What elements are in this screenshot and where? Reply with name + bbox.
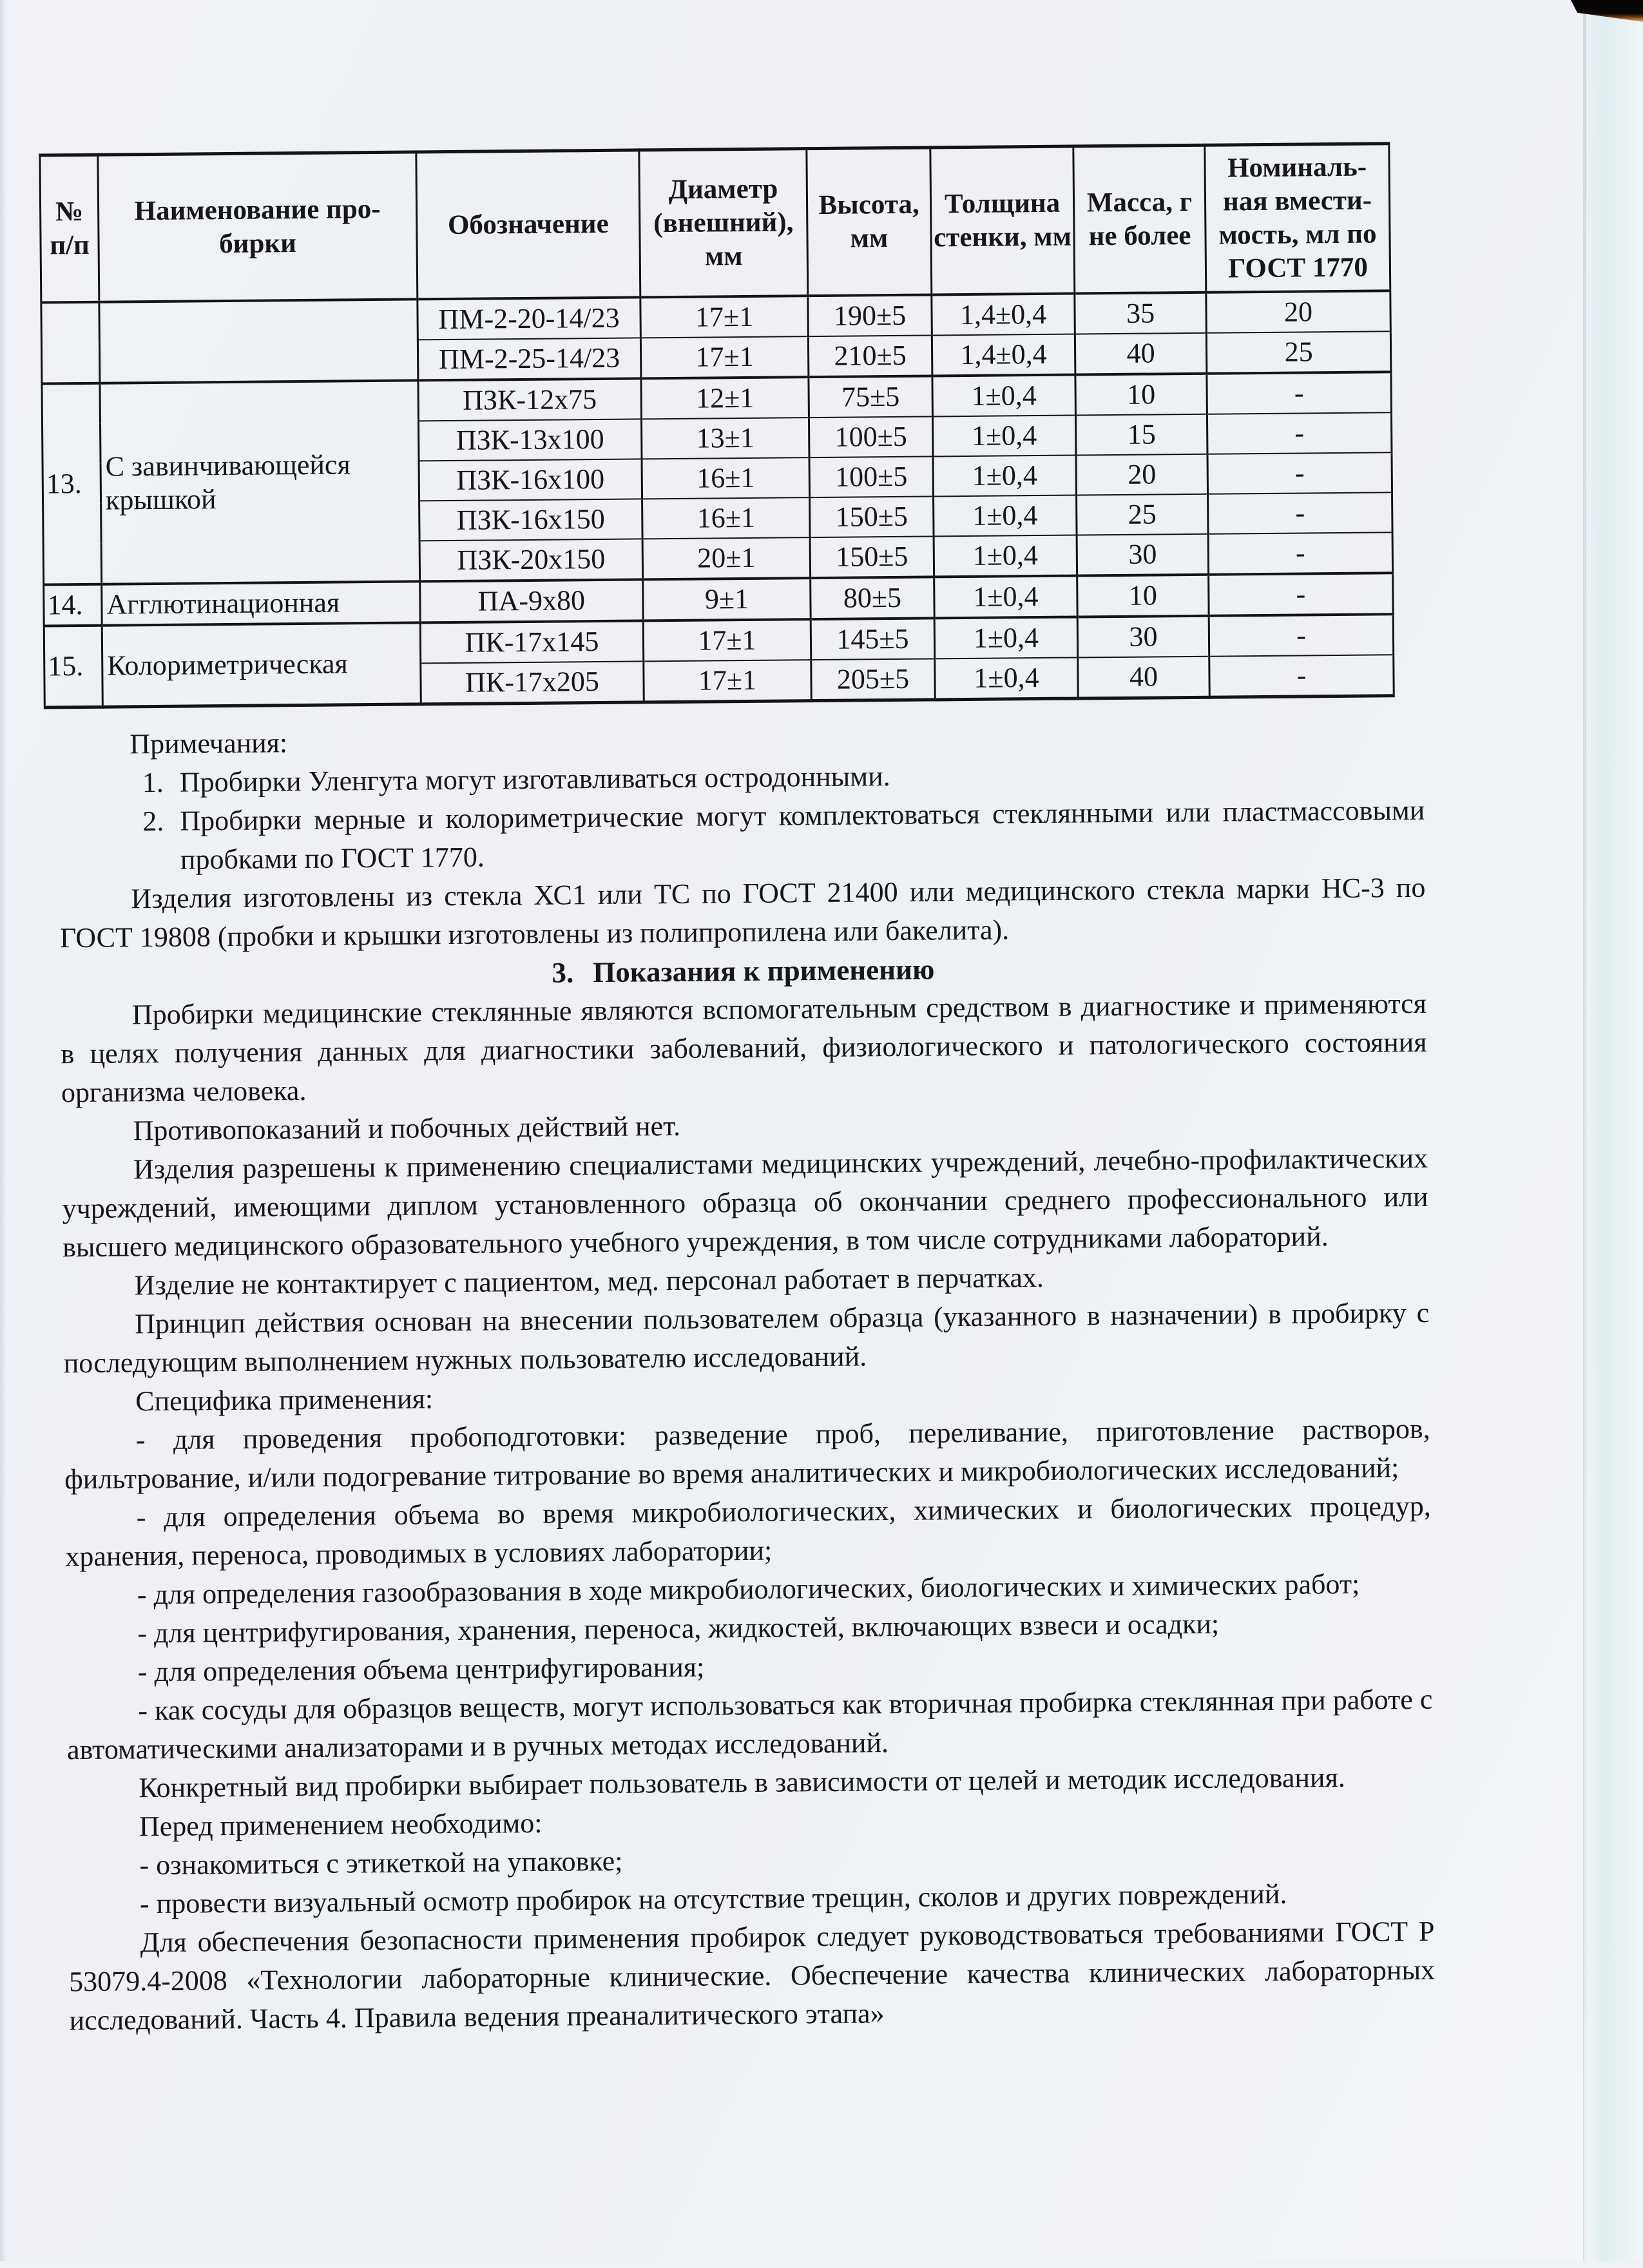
- paragraph: Конкретный вид пробирки выбирает пользователь в зависимости от целей и методик исследования.: [139, 1761, 1345, 1804]
- cell-wall: 1±0,4: [934, 617, 1078, 659]
- header-cell-height: Высота, мм: [807, 148, 932, 296]
- list-paragraph: - ознакомиться с этикеткой на упаковке;: [139, 1845, 623, 1881]
- cell-name: [99, 299, 418, 383]
- cell-designation: ПК-17х145: [420, 620, 644, 663]
- cell-mass: 15: [1075, 414, 1207, 456]
- list-paragraph: - для определения газообразования в ходе микробиологических, биологических и химических работ;: [137, 1568, 1360, 1611]
- cell-wall: 1±0,4: [932, 416, 1076, 457]
- cell-designation: ПК-17х205: [421, 661, 644, 704]
- cell-diameter: 17±1: [644, 660, 812, 702]
- cell-capacity: -: [1208, 532, 1393, 574]
- cell-height: 80±5: [811, 577, 935, 619]
- cell-height: 150±5: [810, 536, 934, 578]
- header-cell-diameter: Диаметр (внешний), мм: [639, 149, 808, 298]
- paragraph: Специфика применения:: [135, 1383, 434, 1418]
- note-text: Пробирки мерные и колориметрические могут комплектоваться стеклянными или пластмассовыми пробками по ГОСТ 1770.: [180, 794, 1425, 876]
- cell-diameter: 13±1: [641, 418, 809, 459]
- cell-designation: ПЗК-16х100: [419, 459, 642, 501]
- cell-designation: ПЗК-16х150: [419, 499, 643, 541]
- header-cell-mass: Масса, г не более: [1073, 145, 1206, 293]
- list-paragraph: - для определения объема во время микробиологических, химических и биологических процедур, хранения, переноса, проводимых в условиях лаборатории;: [65, 1490, 1431, 1573]
- paragraph: Перед применением необходимо:: [139, 1807, 543, 1843]
- cell-height: 190±5: [808, 294, 932, 336]
- cell-name: Колориметрическая: [102, 622, 421, 707]
- cell-capacity: -: [1208, 492, 1393, 533]
- cell-mass: 40: [1078, 657, 1210, 698]
- cell-mass: 10: [1077, 575, 1209, 617]
- paragraph: Пробирки медицинские стеклянные являются вспомогательным средством в диагностике и применяются в целях получения данных для диагностики заболеваний, физиологического и патологического состояния организма человека.: [61, 987, 1427, 1109]
- tube-spec-table: [39, 142, 1394, 709]
- cell-diameter: 16±1: [642, 497, 811, 539]
- cell-designation: ПЗК-12х75: [418, 378, 642, 421]
- cell-designation: ПЗК-13х100: [418, 419, 642, 461]
- paragraph: Принцип действия основан на внесении пользователем образца (указанного в назначении) в пробирку с последующим выполнением нужных пользователю исследований.: [63, 1296, 1430, 1379]
- cell-height: 100±5: [809, 416, 933, 457]
- section-number: 3.: [552, 956, 574, 989]
- cell-height: 100±5: [809, 456, 934, 497]
- cell-mass: 35: [1075, 293, 1207, 334]
- cell-num: 14.: [44, 584, 102, 626]
- document-body: [58, 714, 1436, 2040]
- list-paragraph: - для проведения пробоподготовки: разведение проб, переливание, приготовление растворов, фильтрование, и/или подогревание титрование во время аналитических и микробиологических исследований;: [64, 1412, 1430, 1495]
- cell-wall: 1±0,4: [932, 375, 1076, 417]
- cell-capacity: -: [1207, 452, 1392, 494]
- cell-height: 150±5: [810, 496, 934, 537]
- list-paragraph: - для центрифугирования, хранения, переноса, жидкостей, включающих взвеси и осадки;: [137, 1608, 1220, 1649]
- cell-capacity: -: [1209, 614, 1394, 656]
- cell-capacity: -: [1209, 655, 1394, 697]
- cell-mass: 25: [1077, 494, 1209, 535]
- cell-wall: 1±0,4: [934, 495, 1077, 537]
- cell-name: Агглютинационная: [102, 581, 421, 625]
- notes-title: Примечания:: [130, 727, 288, 760]
- cell-height: 205±5: [811, 658, 936, 700]
- cell-height: 210±5: [808, 335, 932, 377]
- cell-height: 145±5: [811, 618, 935, 660]
- note-item: [59, 791, 1425, 880]
- cell-diameter: 17±1: [640, 336, 809, 378]
- section-title: Показания к применению: [593, 953, 935, 989]
- cell-num: 15.: [44, 626, 102, 707]
- materials-paragraph: Изделия изготовлены из стекла ХС1 или ТС по ГОСТ 21400 или медицинского стекла марки НС-3 по ГОСТ 19808 (пробки и крышки изготовлены из полипропилена или бакелита).: [59, 871, 1426, 954]
- cell-designation: ПА-9х80: [420, 579, 644, 622]
- cell-mass: 20: [1076, 454, 1208, 495]
- note-number: 2.: [142, 805, 164, 838]
- header-cell-capacity: Номиналь-ная вмести-мость, мл по ГОСТ 1770: [1205, 144, 1390, 293]
- cell-wall: 1,4±0,4: [932, 294, 1075, 336]
- table-header-row: [40, 144, 1390, 303]
- header-cell-name: Наименование про-бирки: [98, 152, 418, 302]
- list-paragraph: - для определения объема центрифугирования;: [137, 1651, 705, 1688]
- header-cell-designation: Обозначение: [416, 150, 640, 300]
- cell-capacity: 20: [1206, 291, 1391, 332]
- paragraph: Противопоказаний и побочных действий нет.: [133, 1110, 681, 1147]
- cell-num: [41, 302, 100, 384]
- cell-wall: 1±0,4: [935, 658, 1079, 700]
- cell-diameter: 12±1: [641, 377, 809, 419]
- note-number: 1.: [142, 766, 164, 799]
- cell-wall: 1±0,4: [934, 535, 1077, 577]
- cell-wall: 1,4±0,4: [932, 334, 1075, 376]
- paragraph: Для обеспечения безопасности применения пробирок следует руководствоваться требованиями ГОСТ Р 53079.4-2008 «Технологии лабораторные клинические. Обеспечение качества клинических лабораторных исследований. Часть 4. Правила ведения преаналитического этапа»: [68, 1915, 1436, 2037]
- list-paragraph: - провести визуальный осмотр пробирок на отсутствие трещин, сколов и других повреждений.: [139, 1878, 1287, 1920]
- cell-num: 13.: [42, 383, 102, 585]
- cell-designation: ПМ-2-25-14/23: [418, 338, 641, 380]
- header-cell-num: № п/п: [40, 155, 99, 302]
- cell-diameter: 16±1: [642, 457, 810, 499]
- cell-diameter: 17±1: [640, 296, 809, 338]
- cell-diameter: 20±1: [642, 537, 811, 579]
- cell-mass: 30: [1077, 534, 1209, 576]
- paragraph: Изделия разрешены к применению специалистами медицинских учреждений, лечебно-профилактических учреждений, имеющими диплом установленного образца об окончании среднего профессионального или высшего медицинского образовательного учебного учреждения, в том числе сотрудниками лабораторий.: [62, 1142, 1428, 1264]
- cell-capacity: -: [1207, 412, 1392, 454]
- cell-designation: ПЗК-20х150: [419, 539, 643, 581]
- cell-name: С завинчивающейся крышкой: [100, 380, 420, 584]
- cell-wall: 1±0,4: [934, 576, 1078, 619]
- cell-capacity: -: [1207, 372, 1392, 414]
- cell-mass: 30: [1077, 616, 1209, 658]
- cell-capacity: 25: [1206, 331, 1391, 373]
- note-text: Пробирки Уленгута могут изготавливаться остродонными.: [179, 760, 890, 798]
- cell-height: 75±5: [809, 376, 933, 418]
- cell-diameter: 17±1: [643, 619, 811, 661]
- cell-designation: ПМ-2-20-14/23: [418, 297, 641, 340]
- cell-capacity: -: [1209, 573, 1394, 615]
- cell-wall: 1±0,4: [933, 456, 1077, 497]
- header-cell-wall: Толщина стенки, мм: [930, 146, 1075, 294]
- list-paragraph: - как сосуды для образцов веществ, могут использоваться как вторичная пробирка стеклянная при работе с автоматическими анализаторами и в ручных методах исследований.: [66, 1683, 1433, 1766]
- cell-mass: 10: [1075, 374, 1207, 416]
- cell-diameter: 9±1: [643, 578, 811, 620]
- cell-mass: 40: [1075, 333, 1207, 375]
- paragraph: Изделие не контактирует с пациентом, мед. персонал работает в перчатках.: [134, 1262, 1044, 1302]
